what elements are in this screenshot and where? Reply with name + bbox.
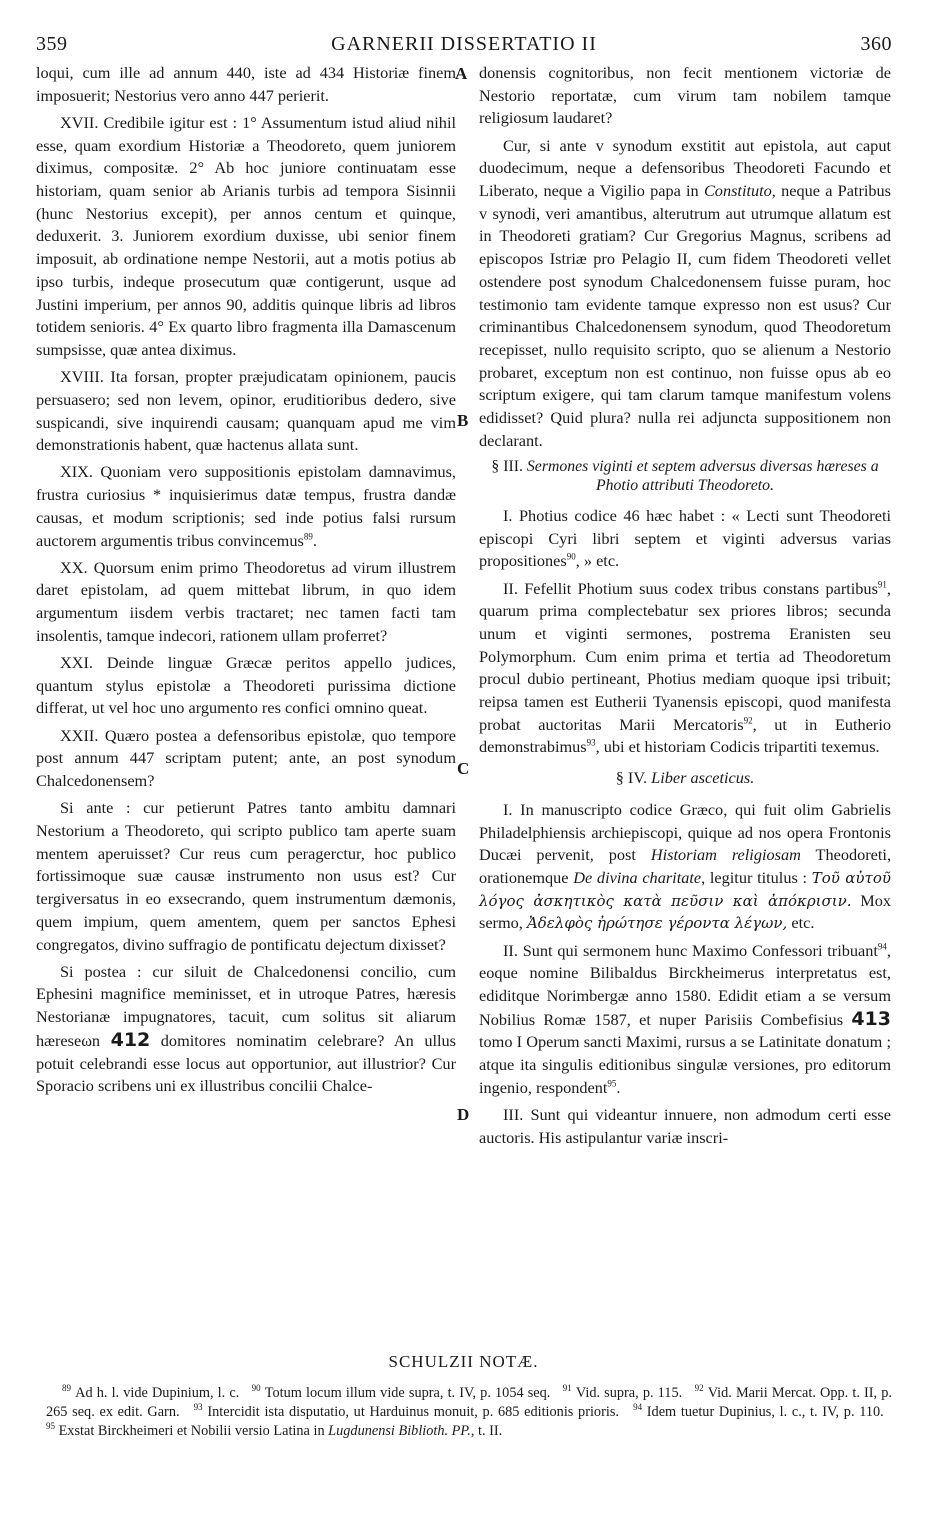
paragraph: Si ante : cur petierunt Patres tanto ambitu damnari Nestorium a Theodoreto, qui scripto publico tam aperte suam mentem aperuisset? Cur reus cum peragerctur, hoc publico fortissimoque suæ causæ instrumento non usus est? Cur tergiversatus in eo exsecrando, quem instrumentum dæmonis, quem impium, quem amentem, quem per sanctos Ephesi congregatos, divino suffragio de pontificatu dejectum dixisset? — [36, 798, 456, 954]
note-marker: 90 — [566, 551, 576, 562]
running-header — [36, 33, 892, 61]
section-heading-iii — [479, 457, 891, 495]
paragraph — [479, 799, 891, 935]
notes-heading: SCHULZII NOTÆ. — [388, 1352, 539, 1371]
note-marker: 93 — [586, 738, 596, 749]
text-run: . — [616, 1077, 621, 1097]
greek-text: Ἀδελφὸς ἠρώτησε γέροντα λέγων, — [526, 914, 788, 933]
paragraph-xxii: XXII. Quæro postea a defensoribus epistolæ, quo tempore post annum 447 scriptam putent; ante, an post synodum Chalcedonensem? — [36, 725, 456, 791]
text-run: tomo I Operum sancti Maximi, rursus a se Latinitate donatum ; atque ita singulis editionibus singulæ versiones, pro editorum ingenio, respondent — [479, 1032, 891, 1097]
page-number-left: 359 — [36, 33, 68, 55]
note-marker: 94 — [877, 941, 887, 952]
paragraph: donensis cognitoribus, non fecit mentionem victoriæ de Nestorio reportatæ, cum virum tam nobilem tamque religiosum laudaret? — [479, 63, 891, 128]
italic-title: Historiam religiosam — [650, 845, 801, 865]
footnote: Idem tuetur Dupinius, l. c., t. IV, p. 110. — [646, 1404, 884, 1420]
text-run: XIX. Quoniam vero suppositionis epistolam damnavimus, frustra curiosius * inquisierimus datæ tempus, frustra dandæ causas, et modum scriptionis; sed inde potius falsi rursum auctorem argumentis tribus convincemus — [36, 462, 456, 550]
text-run: , neque a Patribus v synodi, veri amantibus, alterutrum aut utrumque allatum est in Theodoreti gratiam? Cur Gregorius Magnus, scribens ad episcopos Istriæ pro Pelagio II, cum fidem Theodoreti vellet ostendere post synodum Chalcedonensem fuisse puram, hoc testimonio tam evidente tamque expresso non est usus? Cur criminantibus Chalcedonensem synodum, quod Theodoretum recepisset, nullo requisito scripto, quo se alienum a Nestorio probaret, exceptum non est continuo, non fuisse opus ab eo scriptum exigere, qui tam clarum tamque manifestum volens edidisset? Quid plura? nulla rei adjuncta suppositionem non declarant. — [479, 181, 892, 450]
paragraph-xviii: XVIII. Ita forsan, propter præjudicatam opinionem, paucis persuasero; sed non levem, opinor, eruditioribus dedero, sive suspicandi, sive inquirendi causam; quanquam apud me vim demonstrationis habent, quæ hactenus allata sunt. — [36, 367, 456, 455]
note-marker: 91 — [877, 579, 887, 590]
footnotes — [46, 1384, 892, 1441]
section-heading-iv — [479, 767, 891, 790]
text-run: , ubi et historiam Codicis tripartiti texemus. — [595, 737, 880, 757]
paragraph — [479, 505, 891, 573]
margin-letter-a: A — [455, 64, 468, 83]
note-number: 89 — [62, 1383, 71, 1394]
text-run: etc. — [791, 913, 815, 933]
left-column — [36, 62, 456, 1102]
footnote: , t. II. — [470, 1423, 503, 1439]
section-title: Liber asceticus. — [651, 768, 755, 788]
greek-text: Τοῦ αὐτοῦ λόγος ἀσκητικὸς κατὰ πεῦσιν καὶ ἀπόκρισιν. — [479, 869, 892, 910]
text-run: II. Sunt qui sermonem hunc Maximo Confessori tribuant — [503, 940, 878, 960]
note-number: 92 — [694, 1383, 704, 1394]
text-run: II. Fefellit Photium suus codex tribus constans partibus — [503, 578, 878, 598]
text-run: I. Photius codice 46 hæc habet : « Lecti sunt Theodoreti episcopi Cyri libri septem et viginti adversus varias propositiones — [479, 505, 891, 571]
note-marker: 95 — [607, 1078, 617, 1089]
text-run: Si postea : cur siluit de Chalcedonensi concilio, cum Ephesini magnifice meminisset, et in utroque Patres, hæresis Nestorianæ impugnatores, tacuit, cum solitus sit aliarum hæreseωn — [36, 961, 456, 1050]
text-run: , eoque nomine Bilibaldus Birckheimerus interpretatus est, ediditque Norimbergæ anno 1580. Edidit etiam a se versum Nobilius Romæ 1587, et nuper Parisiis Combefisius — [479, 940, 891, 1029]
margin-letter-d: D — [457, 1105, 470, 1124]
text-run: , quarum prima complectebatur sex priores libros; secunda unum et viginti sermones, postrema Eranisten seu Polymorphum. Cum enim prima et tertia ad Theodoretum procul dubio pertineant, Photius mediam quoque ipsi tribuit; reipsa tamen est Eutherii Tyanensis episcopi, quod manifesta probat auctoritas Marii Mercatoris — [479, 578, 891, 734]
page-number-right: 360 — [860, 33, 892, 55]
note-number: 93 — [193, 1402, 203, 1413]
note-number: 94 — [633, 1402, 643, 1413]
note-number: 91 — [562, 1383, 572, 1394]
italic-title: Constituto — [703, 181, 772, 201]
paragraph-xvii: XVII. Credibile igitur est : 1° Assumentum istud aliud nihil esse, quam exordium Historiæ a Theodoreto, quem juniorem diximus, compositæ. 2° Ab hoc juniore continuatam esse historiam, quam senior ab Arianis turbis ad tempora Sisinnii (hunc Nestorius excepit), per annos centum et quinque, deduxerit. 3. Juniorem exordium duxisse, ubi senior finem imposuit, ab ordinatione nempe Nestorii, aut a motis potius ab ipso turbis, indeque prosecutum quæ contigerunt, usque ad Justini imperium, per annos 90, additis quinque libris ad libros totidem senioris. 4° Ex quarto libro fragmenta illa Damascenum sumpsisse, quæ antea diximus. — [36, 112, 456, 359]
italic-title: De divina charitate — [573, 868, 702, 887]
text-run: domitores nominatim celebrare? An ullus potuit celebrandi esse locus aut opportunior, aut illustrior? Cur Sporacio scribens uni ex illustribus concilii Chalce- — [36, 1030, 456, 1096]
paragraph — [479, 940, 891, 1100]
text-run: , legitur titulus : — [701, 868, 808, 887]
text-run: , » etc. — [575, 551, 620, 571]
italic-title: Lugdunensi Biblioth. PP. — [328, 1423, 471, 1439]
text-run: Theodoreti, orationemque — [479, 845, 892, 887]
section-mark: § III. — [491, 457, 523, 475]
reference-number: 413 — [851, 1007, 891, 1030]
section-mark: § IV. — [615, 768, 648, 788]
note-number: 90 — [251, 1383, 261, 1394]
footnote: Intercidit ista disputatio, ut Harduinus monuit, p. 685 editionis prioris. — [207, 1404, 619, 1420]
note-number: 95 — [46, 1421, 55, 1432]
text-run: Mox sermo, — [479, 890, 891, 933]
note-marker: 92 — [743, 715, 753, 726]
reference-number: 412 — [110, 1028, 151, 1051]
text-run: , ut in Eutherio demonstrabimus — [479, 714, 891, 757]
footnote: Vid. Marii Mercat. Opp. t. II, p. 265 seq. ex edit. Garn. — [46, 1385, 892, 1420]
footnote: Ad h. l. vide Dupinium, l. c. — [75, 1385, 240, 1401]
text-run: Cur, si ante v synodum exstitit aut epistola, aut caput duodecimum, neque a defensoribus Theodoreti Facundo et Liberato, neque a Vigilio papa in — [479, 135, 891, 201]
paragraph — [36, 961, 456, 1098]
footnote: Vid. supra, p. 115. — [575, 1385, 683, 1401]
footnote: Exstat Birckheimeri et Nobilii versio Latina in — [58, 1423, 325, 1439]
paragraph: loqui, cum ille ad annum 440, iste ad 434 Historiæ finem imposuerit; Nestorius vero anno 447 perierit. — [36, 63, 456, 105]
text-run: . — [312, 530, 317, 550]
paragraph-xxi: XXI. Deinde linguæ Græcæ peritos appello judices, quantum stylus epistolæ a Theodoreti purissima dictione differat, ut vel hoc uno argumento res confici omnino queat. — [36, 653, 456, 718]
running-title: GARNERII DISSERTATIO II — [331, 33, 597, 55]
paragraph: III. Sunt qui videantur innuere, non admodum certi esse auctoris. His astipulantur variæ inscri- — [479, 1105, 891, 1147]
note-marker: 89 — [303, 531, 313, 542]
footnote: Totum locum illum vide supra, t. IV, p. 1054 seq. — [264, 1385, 551, 1401]
paragraph-xx: XX. Quorsum enim primo Theodoretus ad virum illustrem daret epistolam, ad quem mittebat librum, in quo idem argumentum iisdem verbis tractaret; nec tamen facti tam insolentis, tamque indecori, rationem ullam proferret? — [36, 557, 456, 645]
right-column — [479, 62, 891, 1154]
paragraph-xix — [36, 461, 456, 552]
margin-letter-c: C — [457, 759, 470, 778]
paragraph — [479, 135, 891, 453]
text-run: I. In manuscripto codice Græco, qui fuit olim Gabrielis Philadelphiensis archiepiscopi, quique ad nos opera Frontonis Ducæi pervenit, post — [479, 799, 891, 865]
section-title: Sermones viginti et septem adversus diversas hæreses a Photio attributi Theodoreto. — [526, 457, 879, 494]
paragraph — [479, 578, 891, 760]
margin-letter-b: B — [457, 411, 469, 430]
